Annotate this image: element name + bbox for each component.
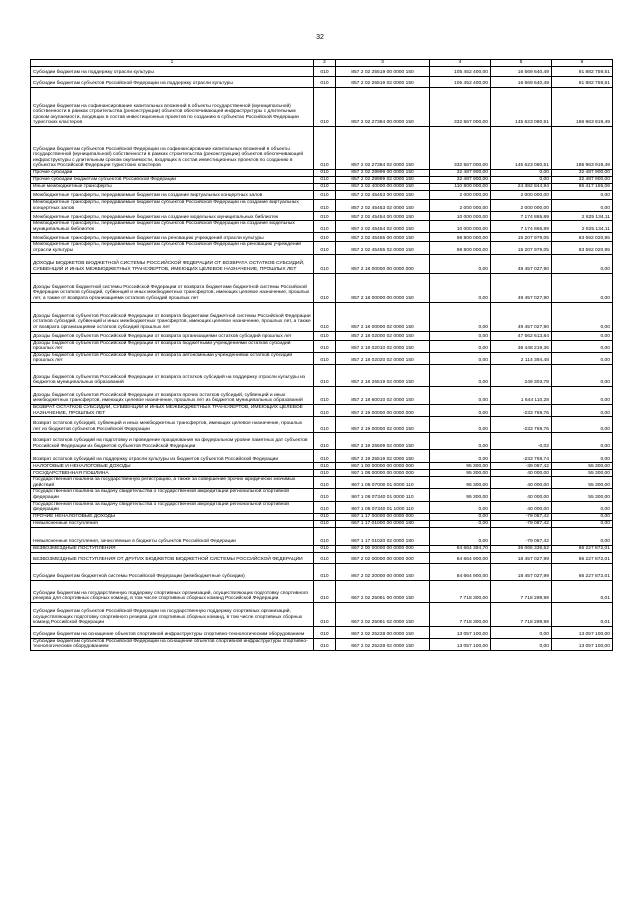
- row-name-cell: Возврат остатков субсидий на поддержку отрасли культуры из бюджетов субъектов Российской Федерации: [31, 450, 314, 463]
- row-unexecuted-cell: 55 300,00: [552, 489, 613, 501]
- row-executed-cell: -79 087,42: [491, 513, 552, 520]
- row-approved-cell: 2 000 000,00: [430, 200, 491, 212]
- row-unexecuted-cell: 0,00: [552, 417, 613, 433]
- row-unexecuted-cell: 83 592 020,95: [552, 242, 613, 254]
- row-executed-cell: -79 087,42: [491, 520, 552, 527]
- row-name-cell: Прочие субсидии: [31, 170, 314, 177]
- row-executed-cell: 1 644 110,28: [491, 386, 552, 404]
- row-budget-code-cell: 867 1 00 00000 00 0000 000: [336, 463, 430, 470]
- row-approved-cell: 0,00: [430, 520, 491, 527]
- row-name-cell: Межбюджетные трансферты, передаваемые бюджетам на создание виртуальных концертных залов: [31, 191, 314, 200]
- row-line-code-cell: 010: [314, 552, 336, 563]
- row-approved-cell: 0,00: [430, 386, 491, 404]
- row-line-code-cell: 010: [314, 77, 336, 88]
- row-budget-code-cell: 867 2 02 25228 00 0000 150: [336, 626, 430, 638]
- row-unexecuted-cell: 186 963 919,49: [552, 88, 613, 127]
- table-row: [31, 177, 613, 184]
- table-row: [31, 340, 613, 352]
- row-budget-code-cell: 857 2 02 45455 02 0000 150: [336, 242, 430, 254]
- column-header: 1: [31, 60, 314, 67]
- table-row: [31, 191, 613, 200]
- table-row: [31, 127, 613, 170]
- row-budget-code-cell: 857 2 02 45453 02 0000 150: [336, 200, 430, 212]
- row-name-cell: Межбюджетные трансферты, передаваемые бюджетам субъектов Российской Федерации на создание виртуальных концертных залов: [31, 200, 314, 212]
- row-name-cell: Государственная пошлина за выдачу свидетельства о государственной аккредитации региональной спортивной федерации: [31, 501, 314, 513]
- row-executed-cell: 16 569 640,49: [491, 77, 552, 88]
- row-line-code-cell: 010: [314, 340, 336, 352]
- row-executed-cell: 18 457 027,99: [491, 563, 552, 580]
- row-name-cell: БЕЗВОЗМЕЗДНЫЕ ПОСТУПЛЕНИЯ: [31, 545, 314, 552]
- row-name-cell: Доходы бюджетов субъектов Российской Федерации от возврата автономными учреждениями остатков субсидий прошлых лет: [31, 352, 314, 364]
- row-line-code-cell: 010: [314, 184, 336, 191]
- row-line-code-cell: 010: [314, 352, 336, 364]
- row-executed-cell: 7 174 865,89: [491, 212, 552, 221]
- row-unexecuted-cell: 0,00: [552, 364, 613, 386]
- row-line-code-cell: 010: [314, 463, 336, 470]
- row-budget-code-cell: 867 1 17 01020 02 0000 180: [336, 527, 430, 545]
- table-row: [31, 513, 613, 520]
- column-header: 2: [314, 60, 336, 67]
- row-executed-cell: -0,02: [491, 433, 552, 450]
- row-unexecuted-cell: 13 057 100,00: [552, 638, 613, 650]
- row-approved-cell: 95 300,00: [430, 489, 491, 501]
- table-row: [31, 463, 613, 470]
- row-approved-cell: 32 487 900,00: [430, 177, 491, 184]
- row-line-code-cell: 010: [314, 626, 336, 638]
- row-name-cell: Прочие субсидии бюджетам субъектов Российской Федерации: [31, 177, 314, 184]
- row-line-code-cell: 010: [314, 177, 336, 184]
- row-budget-code-cell: 867 1 17 00000 00 0000 000: [336, 513, 430, 520]
- row-unexecuted-cell: 0,00: [552, 386, 613, 404]
- row-unexecuted-cell: 0,00: [552, 200, 613, 212]
- row-approved-cell: 0,00: [430, 501, 491, 513]
- column-header: 3: [336, 60, 430, 67]
- column-header: 4: [430, 60, 491, 67]
- row-approved-cell: 105 452 400,00: [430, 77, 491, 88]
- row-approved-cell: 84 664 394,70: [430, 545, 491, 552]
- row-executed-cell: 0,00: [491, 177, 552, 184]
- table-row: [31, 88, 613, 127]
- row-name-cell: Иные межбюджетные трансферты: [31, 184, 314, 191]
- table-row: [31, 302, 613, 331]
- row-line-code-cell: 010: [314, 233, 336, 242]
- table-row: [31, 602, 613, 626]
- row-approved-cell: 10 000 000,00: [430, 212, 491, 221]
- row-executed-cell: -39 087,42: [491, 463, 552, 470]
- table-row: [31, 184, 613, 191]
- row-budget-code-cell: 857 2 19 25509 02 0000 150: [336, 433, 430, 450]
- row-unexecuted-cell: 0,00: [552, 513, 613, 520]
- table-row: [31, 221, 613, 233]
- table-header-row: [31, 60, 613, 67]
- table-row: [31, 254, 613, 273]
- revenue-table: [30, 59, 613, 651]
- row-unexecuted-cell: 66 227 872,01: [552, 545, 613, 552]
- row-budget-code-cell: 857 2 02 45453 00 0000 150: [336, 191, 430, 200]
- row-executed-cell: 49 457 027,90: [491, 273, 552, 302]
- row-name-cell: Невыясненные поступления: [31, 520, 314, 527]
- row-approved-cell: 0,00: [430, 364, 491, 386]
- row-executed-cell: -79 087,42: [491, 527, 552, 545]
- row-name-cell: ВОЗВРАТ ОСТАТКОВ СУБСИДИЙ, СУБВЕНЦИЙ И ИНЫХ МЕЖБЮДЖЕТНЫХ ТРАНСФЕРТОВ, ИМЕЮЩИХ ЦЕЛЕВОЕ НАЗНАЧЕНИЕ, ПРОШЛЫХ ЛЕТ: [31, 404, 314, 416]
- row-budget-code-cell: 867 1 08 00000 00 0000 000: [336, 470, 430, 477]
- row-budget-code-cell: 857 2 02 27384 02 0000 150: [336, 127, 430, 170]
- row-unexecuted-cell: 91 882 759,51: [552, 77, 613, 88]
- row-unexecuted-cell: 32 487 900,00: [552, 177, 613, 184]
- row-name-cell: НАЛОГОВЫЕ И НЕНАЛОГОВЫЕ ДОХОДЫ: [31, 463, 314, 470]
- row-executed-cell: 2 000 000,00: [491, 200, 552, 212]
- row-executed-cell: 0,00: [491, 638, 552, 650]
- row-budget-code-cell: 857 2 18 02000 02 0000 150: [336, 331, 430, 340]
- row-executed-cell: -233 769,76: [491, 417, 552, 433]
- row-name-cell: Межбюджетные трансферты, передаваемые бюджетам на создание модельных муниципальных библиотек: [31, 212, 314, 221]
- row-executed-cell: 0,00: [491, 170, 552, 177]
- row-unexecuted-cell: 0,00: [552, 433, 613, 450]
- row-budget-code-cell: 857 2 02 45454 02 0000 150: [336, 221, 430, 233]
- table-row: [31, 242, 613, 254]
- table-row: [31, 200, 613, 212]
- table-row: [31, 552, 613, 563]
- row-budget-code-cell: 857 2 02 25519 00 0000 150: [336, 67, 430, 77]
- row-budget-code-cell: 867 2 02 25228 02 0000 150: [336, 638, 430, 650]
- row-line-code-cell: 010: [314, 242, 336, 254]
- row-approved-cell: 95 300,00: [430, 470, 491, 477]
- table-row: [31, 77, 613, 88]
- row-budget-code-cell: 857 2 18 25519 02 0000 150: [336, 364, 430, 386]
- table-row: [31, 417, 613, 433]
- row-budget-code-cell: 857 2 19 00000 02 0000 150: [336, 417, 430, 433]
- row-unexecuted-cell: 83 592 020,95: [552, 233, 613, 242]
- row-approved-cell: 32 487 900,00: [430, 170, 491, 177]
- row-unexecuted-cell: 66 227 872,01: [552, 552, 613, 563]
- row-unexecuted-cell: 91 882 759,51: [552, 67, 613, 77]
- row-approved-cell: 0,00: [430, 513, 491, 520]
- row-approved-cell: 84 664 900,00: [430, 563, 491, 580]
- row-budget-code-cell: 857 2 18 00000 02 0000 150: [336, 302, 430, 331]
- row-name-cell: ДОХОДЫ БЮДЖЕТОВ БЮДЖЕТНОЙ СИСТЕМЫ РОССИЙСКОЙ ФЕДЕРАЦИИ ОТ ВОЗВРАТА ОСТАТКОВ СУБСИДИЙ, СУБВЕНЦИЙ И ИНЫХ МЕЖБЮДЖЕТНЫХ ТРАНСФЕРТОВ, ИМЕЮЩИХ ЦЕЛЕВОЕ НАЗНАЧЕНИЕ, ПРОШЛЫХ ЛЕТ: [31, 254, 314, 273]
- row-unexecuted-cell: 0,00: [552, 352, 613, 364]
- row-name-cell: Субсидии бюджетам субъектов Российской Федерации на поддержку отрасли культуры: [31, 77, 314, 88]
- row-executed-cell: 16 569 640,49: [491, 67, 552, 77]
- row-executed-cell: 2 114 394,48: [491, 352, 552, 364]
- column-header: 6: [552, 60, 613, 67]
- row-approved-cell: 0,00: [430, 527, 491, 545]
- row-budget-code-cell: 857 2 18 02020 02 0000 150: [336, 352, 430, 364]
- row-line-code-cell: 010: [314, 563, 336, 580]
- row-budget-code-cell: 867 1 08 07340 01 0000 110: [336, 489, 430, 501]
- row-name-cell: Государственная пошлина за выдачу свидетельства о государственной аккредитации региональной спортивной федерации: [31, 489, 314, 501]
- row-name-cell: Субсидии бюджетам субъектов Российской Федерации на государственную поддержку спортивных организаций, осуществляющих подготовку спортивного резерва для спортивных сборных команд, в том числе спортивных сборных команд Российской Федерации: [31, 602, 314, 626]
- row-unexecuted-cell: 186 963 919,49: [552, 127, 613, 170]
- row-unexecuted-cell: 55 300,00: [552, 477, 613, 489]
- table-row: [31, 477, 613, 489]
- row-line-code-cell: 010: [314, 513, 336, 520]
- row-executed-cell: 36 448 219,36: [491, 340, 552, 352]
- row-line-code-cell: 010: [314, 501, 336, 513]
- table-row: [31, 170, 613, 177]
- row-line-code-cell: 010: [314, 331, 336, 340]
- table-row: [31, 273, 613, 302]
- row-unexecuted-cell: 0,00: [552, 273, 613, 302]
- row-approved-cell: 98 800 000,00: [430, 233, 491, 242]
- row-budget-code-cell: 867 1 08 07340 01 1000 110: [336, 501, 430, 513]
- table-row: [31, 470, 613, 477]
- row-line-code-cell: 010: [314, 527, 336, 545]
- row-unexecuted-cell: 13 057 100,00: [552, 626, 613, 638]
- row-name-cell: Невыясненные поступления, зачисляемые в бюджеты субъектов Российской Федерации: [31, 527, 314, 545]
- row-name-cell: Межбюджетные трансферты, передаваемые бюджетам субъектов Российской Федерации на реновацию учреждений отрасли культуры: [31, 242, 314, 254]
- row-budget-code-cell: 857 2 02 45454 00 0000 150: [336, 212, 430, 221]
- row-budget-code-cell: 857 2 02 27384 00 0000 150: [336, 88, 430, 127]
- row-approved-cell: 13 057 100,00: [430, 638, 491, 650]
- row-unexecuted-cell: 0,01: [552, 580, 613, 602]
- row-line-code-cell: 010: [314, 477, 336, 489]
- row-line-code-cell: 010: [314, 127, 336, 170]
- table-row: [31, 386, 613, 404]
- row-unexecuted-cell: 0,00: [552, 340, 613, 352]
- row-approved-cell: 95 300,00: [430, 463, 491, 470]
- row-line-code-cell: 010: [314, 404, 336, 416]
- row-name-cell: Доходы бюджетов субъектов Российской Федерации от возврата бюджетами бюджетной системы Российской Федерации остатков субсидий, субвенций и иных межбюджетных трансфертов, имеющих целевое назначение, прошлых лет, а также от возврата организациями остатков субсидий прошлых лет: [31, 302, 314, 331]
- row-line-code-cell: 010: [314, 602, 336, 626]
- row-approved-cell: 10 000 000,00: [430, 221, 491, 233]
- table-row: [31, 489, 613, 501]
- row-name-cell: Субсидии бюджетам субъектов Российской Федерации на оснащение объектов спортивной инфраструктуры спортивно-технологическим оборудованием: [31, 638, 314, 650]
- row-budget-code-cell: 867 2 02 25081 00 0000 150: [336, 580, 430, 602]
- row-unexecuted-cell: 0,00: [552, 191, 613, 200]
- row-approved-cell: 0,00: [430, 450, 491, 463]
- row-name-cell: Межбюджетные трансферты, передаваемые бюджетам субъектов Российской Федерации на создание модельных муниципальных библиотек: [31, 221, 314, 233]
- row-approved-cell: 0,00: [430, 254, 491, 273]
- row-approved-cell: 332 567 000,00: [430, 127, 491, 170]
- row-unexecuted-cell: 0,00: [552, 527, 613, 545]
- row-budget-code-cell: 857 2 18 60010 02 0000 150: [336, 386, 430, 404]
- row-executed-cell: 249 303,78: [491, 364, 552, 386]
- row-approved-cell: 332 567 000,00: [430, 88, 491, 127]
- table-row: [31, 352, 613, 364]
- row-executed-cell: 49 457 027,90: [491, 302, 552, 331]
- row-executed-cell: 2 000 000,00: [491, 191, 552, 200]
- row-budget-code-cell: 867 2 00 00000 00 0000 000: [336, 545, 430, 552]
- row-budget-code-cell: 857 2 02 45455 00 0000 150: [336, 233, 430, 242]
- row-unexecuted-cell: 0,00: [552, 450, 613, 463]
- row-budget-code-cell: 857 2 18 00000 00 0000 150: [336, 273, 430, 302]
- row-line-code-cell: 010: [314, 364, 336, 386]
- row-name-cell: Субсидии бюджетам субъектов Российской Федерации на софинансирование капитальных вложений в объекты государственной (муниципальной) собственности в рамках строительства (реконструкции) объектов обеспечивающей инфраструктуры с длительным сроком окупаемости, входящих в состав инвестиционных проектов по созданию в субъектах Российской Федерации туристских кластеров: [31, 127, 314, 170]
- row-budget-code-cell: 857 2 19 25519 02 0000 150: [336, 450, 430, 463]
- row-executed-cell: 40 000,00: [491, 501, 552, 513]
- row-approved-cell: 0,00: [430, 433, 491, 450]
- row-name-cell: Межбюджетные трансферты, передаваемые бюджетам на реновацию учреждений отрасли культуры: [31, 233, 314, 242]
- row-unexecuted-cell: 86 417 155,06: [552, 184, 613, 191]
- table-row: [31, 233, 613, 242]
- row-line-code-cell: 010: [314, 545, 336, 552]
- row-executed-cell: -233 769,76: [491, 404, 552, 416]
- row-executed-cell: 145 623 080,51: [491, 127, 552, 170]
- row-executed-cell: 7 718 299,99: [491, 602, 552, 626]
- row-unexecuted-cell: 0,00: [552, 520, 613, 527]
- row-name-cell: Субсидии бюджетам на софинансирование капитальных вложений в объекты государственной (муниципальной) собственности в рамках строительства (реконструкции) объектов обеспечивающей инфраструктуры с длительным сроком окупаемости, входящих в состав инвестиционных проектов по созданию в субъектах Российской Федерации туристских кластеров: [31, 88, 314, 127]
- row-approved-cell: 98 800 000,00: [430, 242, 491, 254]
- row-line-code-cell: 010: [314, 520, 336, 527]
- table-row: [31, 67, 613, 77]
- row-unexecuted-cell: 0,00: [552, 501, 613, 513]
- row-line-code-cell: 010: [314, 450, 336, 463]
- table-row: [31, 638, 613, 650]
- table-row: [31, 563, 613, 580]
- row-approved-cell: 0,00: [430, 352, 491, 364]
- row-executed-cell: 145 623 080,51: [491, 88, 552, 127]
- row-executed-cell: 7 718 299,99: [491, 580, 552, 602]
- row-unexecuted-cell: 55 300,00: [552, 463, 613, 470]
- row-budget-code-cell: 857 2 18 02010 02 0000 150: [336, 340, 430, 352]
- row-unexecuted-cell: 0,00: [552, 302, 613, 331]
- row-unexecuted-cell: 32 487 900,00: [552, 170, 613, 177]
- row-executed-cell: 15 207 979,05: [491, 233, 552, 242]
- table-row: [31, 450, 613, 463]
- row-executed-cell: 47 562 613,84: [491, 331, 552, 340]
- row-line-code-cell: 010: [314, 386, 336, 404]
- row-executed-cell: 36 065 336,52: [491, 545, 552, 552]
- row-name-cell: Субсидии бюджетам бюджетной системы Российской Федерации (межбюджетные субсидии): [31, 563, 314, 580]
- row-unexecuted-cell: 2 825 134,11: [552, 212, 613, 221]
- table-row: [31, 433, 613, 450]
- row-approved-cell: 110 800 000,00: [430, 184, 491, 191]
- table-row: [31, 404, 613, 416]
- row-name-cell: Государственная пошлина за государственную регистрацию, а также за совершение прочих юридически значимых действий: [31, 477, 314, 489]
- row-approved-cell: 2 000 000,00: [430, 191, 491, 200]
- row-budget-code-cell: 867 1 08 07000 01 0000 110: [336, 477, 430, 489]
- row-line-code-cell: 010: [314, 200, 336, 212]
- row-unexecuted-cell: 66 227 872,01: [552, 563, 613, 580]
- row-line-code-cell: 010: [314, 302, 336, 331]
- row-line-code-cell: 010: [314, 638, 336, 650]
- row-approved-cell: 0,00: [430, 417, 491, 433]
- table-row: [31, 364, 613, 386]
- row-unexecuted-cell: 0,00: [552, 254, 613, 273]
- row-approved-cell: 0,00: [430, 404, 491, 416]
- table-row: [31, 501, 613, 513]
- row-executed-cell: 18 457 027,99: [491, 552, 552, 563]
- row-approved-cell: 84 664 900,00: [430, 552, 491, 563]
- row-line-code-cell: 010: [314, 221, 336, 233]
- table-row: [31, 527, 613, 545]
- row-name-cell: Доходы бюджетов бюджетной системы Российской Федерации от возврата бюджетами бюджетной системы Российской Федерации остатков субсидий, субвенций и иных межбюджетных трансфертов, имеющих целевое назначение, прошлых лет, а также от возврата организациями остатков субсидий прошлых лет: [31, 273, 314, 302]
- row-unexecuted-cell: 55 300,00: [552, 470, 613, 477]
- row-budget-code-cell: 857 2 02 25519 02 0000 150: [336, 77, 430, 88]
- row-budget-code-cell: 857 2 02 29999 02 0000 150: [336, 177, 430, 184]
- row-line-code-cell: 010: [314, 191, 336, 200]
- row-budget-code-cell: 867 2 02 25081 02 0000 150: [336, 602, 430, 626]
- row-approved-cell: 105 452 400,00: [430, 67, 491, 77]
- row-executed-cell: 7 174 865,89: [491, 221, 552, 233]
- row-line-code-cell: 010: [314, 433, 336, 450]
- row-approved-cell: 95 300,00: [430, 477, 491, 489]
- row-approved-cell: 13 057 100,00: [430, 626, 491, 638]
- row-line-code-cell: 010: [314, 489, 336, 501]
- row-name-cell: ПРОЧИЕ НЕНАЛОГОВЫЕ ДОХОДЫ: [31, 513, 314, 520]
- row-budget-code-cell: 857 2 18 00000 00 0000 000: [336, 254, 430, 273]
- row-line-code-cell: 010: [314, 470, 336, 477]
- row-name-cell: Доходы бюджетов субъектов Российской Федерации от возврата бюджетными учреждениями остатков субсидий прошлых лет: [31, 340, 314, 352]
- table-row: [31, 580, 613, 602]
- row-approved-cell: 0,00: [430, 340, 491, 352]
- row-budget-code-cell: 857 2 02 29999 00 0000 150: [336, 170, 430, 177]
- row-line-code-cell: 010: [314, 67, 336, 77]
- row-line-code-cell: 010: [314, 580, 336, 602]
- row-line-code-cell: 010: [314, 170, 336, 177]
- table-row: [31, 626, 613, 638]
- row-name-cell: ГОСУДАРСТВЕННАЯ ПОШЛИНА: [31, 470, 314, 477]
- row-approved-cell: 0,00: [430, 273, 491, 302]
- row-name-cell: Субсидии бюджетам на государственную поддержку спортивных организаций, осуществляющих подготовку спортивного резерва для спортивных сборных команд, в том числе спортивных сборных команд Российской Федерации: [31, 580, 314, 602]
- row-budget-code-cell: 857 2 02 40000 00 0000 150: [336, 184, 430, 191]
- row-name-cell: Возврат остатков субсидий, субвенций и иных межбюджетных трансфертов, имеющих целевое назначение, прошлых лет из бюджетов субъектов Российской Федерации: [31, 417, 314, 433]
- row-approved-cell: 7 718 300,00: [430, 602, 491, 626]
- table-row: [31, 331, 613, 340]
- row-line-code-cell: 010: [314, 88, 336, 127]
- row-executed-cell: 40 000,00: [491, 470, 552, 477]
- row-name-cell: Субсидии бюджетам на оснащение объектов спортивной инфраструктуры спортивно-технологическим оборудованием: [31, 626, 314, 638]
- row-executed-cell: 40 000,00: [491, 489, 552, 501]
- row-line-code-cell: 010: [314, 417, 336, 433]
- column-header: 5: [491, 60, 552, 67]
- table-row: [31, 520, 613, 527]
- row-name-cell: Доходы бюджетов субъектов Российской Федерации от возврата остатков субсидий на поддержку отрасли культуры из бюджетов муниципальных образований: [31, 364, 314, 386]
- row-executed-cell: 15 207 979,05: [491, 242, 552, 254]
- table-row: [31, 545, 613, 552]
- row-name-cell: Субсидии бюджетам на поддержку отрасли культуры: [31, 67, 314, 77]
- row-executed-cell: 49 457 027,90: [491, 254, 552, 273]
- row-unexecuted-cell: 2 825 134,11: [552, 221, 613, 233]
- row-approved-cell: 0,00: [430, 302, 491, 331]
- row-name-cell: Доходы бюджетов субъектов Российской Федерации от возврата организациями остатков субсидий прошлых лет: [31, 331, 314, 340]
- row-unexecuted-cell: 0,01: [552, 602, 613, 626]
- row-name-cell: Возврат остатков субсидий на подготовку и проведение празднования на федеральном уровне памятных дат субъектов Российской Федерации из бюджетов субъектов Российской Федерации: [31, 433, 314, 450]
- page-number: 32: [316, 34, 324, 41]
- row-executed-cell: 24 382 844,94: [491, 184, 552, 191]
- row-name-cell: БЕЗВОЗМЕЗДНЫЕ ПОСТУПЛЕНИЯ ОТ ДРУГИХ БЮДЖЕТОВ БЮДЖЕТНОЙ СИСТЕМЫ РОССИЙСКОЙ ФЕДЕРАЦИИ: [31, 552, 314, 563]
- row-name-cell: Доходы бюджетов субъектов Российской Федерации от возврата прочих остатков субсидий, субвенций и иных межбюджетных трансфертов, имеющих целевое назначение, прошлых лет из бюджетов муниципальных образований: [31, 386, 314, 404]
- row-budget-code-cell: 867 2 02 20000 00 0000 150: [336, 563, 430, 580]
- row-unexecuted-cell: 0,00: [552, 331, 613, 340]
- row-executed-cell: 40 000,00: [491, 477, 552, 489]
- row-executed-cell: -233 769,74: [491, 450, 552, 463]
- row-budget-code-cell: 857 2 19 00000 00 0000 000: [336, 404, 430, 416]
- table-row: [31, 212, 613, 221]
- row-executed-cell: 0,00: [491, 626, 552, 638]
- row-budget-code-cell: 867 1 17 01000 00 0000 180: [336, 520, 430, 527]
- row-line-code-cell: 010: [314, 273, 336, 302]
- row-approved-cell: 0,00: [430, 331, 491, 340]
- row-line-code-cell: 010: [314, 254, 336, 273]
- row-approved-cell: 7 718 300,00: [430, 580, 491, 602]
- row-unexecuted-cell: 0,00: [552, 404, 613, 416]
- row-line-code-cell: 010: [314, 212, 336, 221]
- row-budget-code-cell: 867 2 02 00000 00 0000 000: [336, 552, 430, 563]
